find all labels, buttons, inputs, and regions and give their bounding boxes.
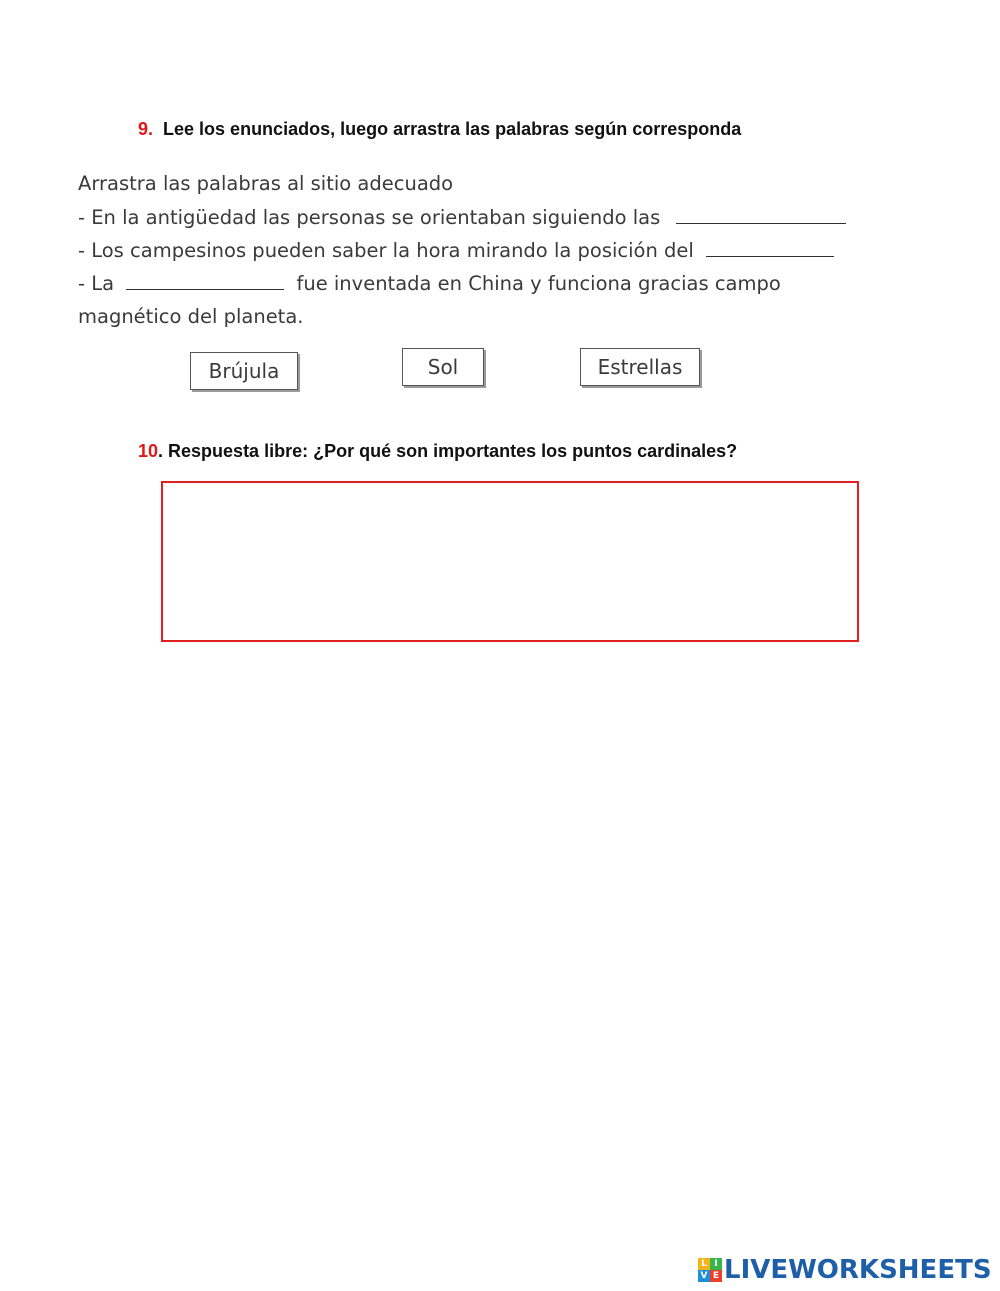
exercise-line-1 (78, 205, 846, 229)
question-9-number: 9. (138, 119, 154, 139)
logo-mark-e: E (710, 1270, 722, 1282)
question-10-title (138, 441, 737, 462)
word-chip-estrellas[interactable]: Estrellas (580, 348, 700, 386)
drop-blank-3[interactable] (126, 271, 284, 290)
drop-blank-1[interactable] (676, 205, 846, 224)
question-9-title (138, 119, 741, 140)
line-3-suffix: fue inventada en China y funciona gracias campo (296, 272, 781, 295)
word-chip-sol[interactable]: Sol (402, 348, 484, 386)
logo-mark-i: I (710, 1258, 722, 1270)
exercise-line-4: magnético del planeta. (78, 305, 304, 328)
logo-mark-icon (698, 1258, 722, 1282)
free-answer-textbox[interactable] (161, 481, 859, 642)
logo-mark-l: L (698, 1258, 710, 1270)
question-10-text: . Respuesta libre: ¿Por qué son importantes los puntos cardinales? (158, 441, 738, 461)
logo-text: LIVEWORKSHEETS (724, 1255, 992, 1285)
logo-mark-v: V (698, 1270, 710, 1282)
word-chip-brujula[interactable]: Brújula (190, 352, 298, 390)
question-10-number: 10 (138, 441, 159, 461)
exercise-instruction: Arrastra las palabras al sitio adecuado (78, 172, 454, 195)
exercise-line-3 (78, 271, 781, 295)
drop-blank-2[interactable] (706, 238, 834, 257)
line-3-prefix: - La (78, 272, 115, 295)
line-2-text: - Los campesinos pueden saber la hora mirando la posición del (78, 239, 694, 262)
line-1-text: - En la antigüedad las personas se orientaban siguiendo las (78, 206, 661, 229)
exercise-line-2 (78, 238, 834, 262)
liveworksheets-logo (698, 1255, 992, 1285)
question-9-text: Lee los enunciados, luego arrastra las palabras según corresponda (163, 119, 742, 139)
